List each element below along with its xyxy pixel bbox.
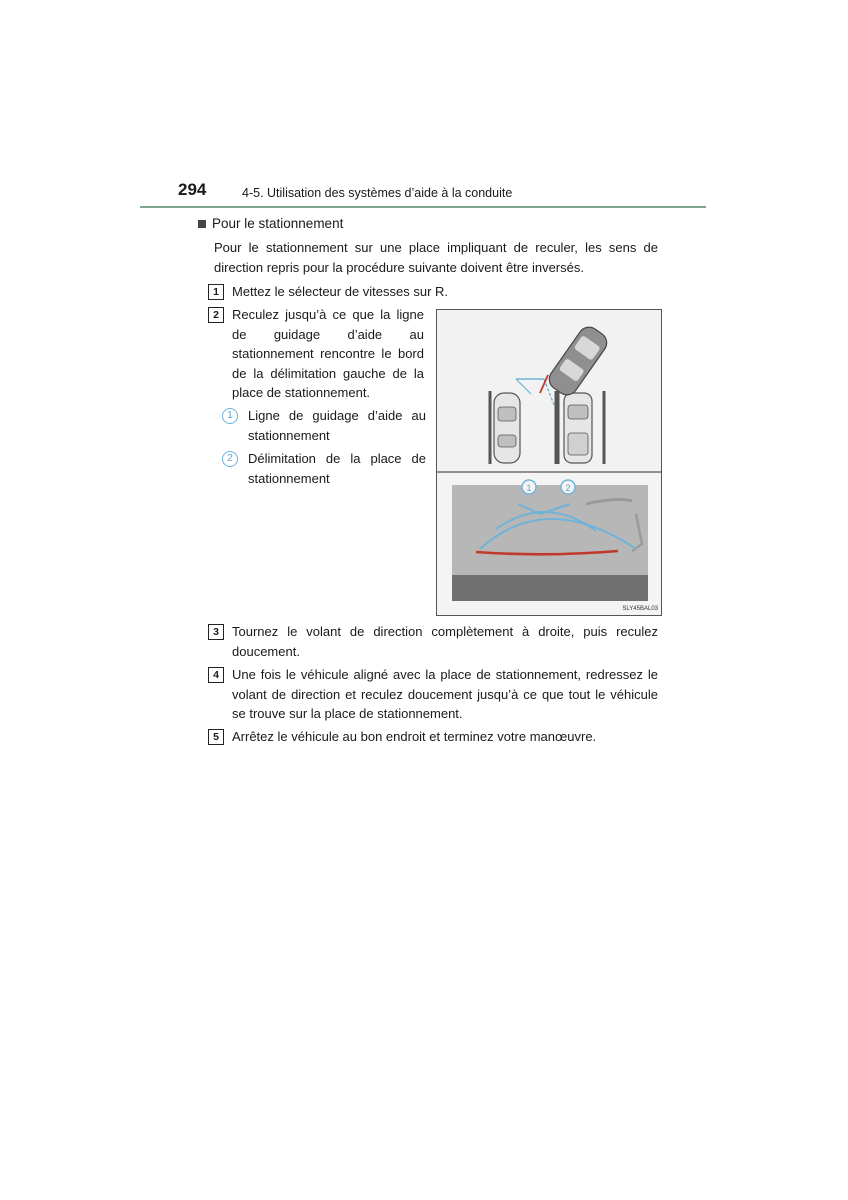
step-5 [208, 727, 658, 747]
step-1 [208, 282, 658, 302]
figure-marker-1: 1 [526, 483, 532, 493]
section-heading [198, 216, 343, 231]
step-number: 5 [208, 729, 224, 745]
section-heading-label: Pour le stationnement [212, 216, 344, 231]
step-number: 4 [208, 667, 224, 683]
step-text: Mettez le sélecteur de vitesses sur R. [232, 284, 449, 299]
step-number: 1 [208, 284, 224, 300]
circle-number: 2 [222, 451, 238, 467]
step-text: Une fois le véhicule aligné avec la place de stationnement, redressez le volant de direction et reculez doucement jusqu’à ce que tout le véhicule se trouve sur la place de stationnement. [232, 667, 658, 721]
callout-text: Délimitation de la place de stationnement [248, 451, 426, 486]
step-2 [208, 305, 424, 403]
figure-code: SLY45BAL03 [622, 606, 658, 612]
step-4 [208, 665, 658, 724]
step-text: Reculez jusqu’à ce que la ligne de guidage d’aide au stationnement rencontre le bord de la délimitation gauche de la place de stationnement. [232, 307, 424, 400]
parked-car-icon [494, 393, 520, 463]
step-number: 3 [208, 624, 224, 640]
callout-text: Ligne de guidage d’aide au stationnement [248, 408, 426, 443]
parked-suv-icon [564, 393, 592, 463]
parking-illustration [436, 309, 662, 616]
header-rule [140, 206, 706, 208]
intro-paragraph: Pour le stationnement sur une place impliquant de reculer, les sens de direction repris pour la procédure suivante doivent être inversés. [214, 240, 658, 275]
callout-2 [222, 449, 426, 488]
step-3 [208, 622, 658, 661]
figure-marker-2: 2 [565, 483, 571, 493]
callout-1 [222, 406, 426, 445]
page-number: 294 [178, 180, 207, 199]
step-text: Tournez le volant de direction complètement à droite, puis reculez doucement. [232, 624, 658, 659]
step-text: Arrêtez le véhicule au bon endroit et terminez votre manœuvre. [232, 729, 597, 744]
square-bullet-icon [198, 220, 206, 228]
circle-number: 1 [222, 408, 238, 424]
chapter-title: 4-5. Utilisation des systèmes d’aide à la conduite [242, 186, 513, 200]
step-number: 2 [208, 307, 224, 323]
